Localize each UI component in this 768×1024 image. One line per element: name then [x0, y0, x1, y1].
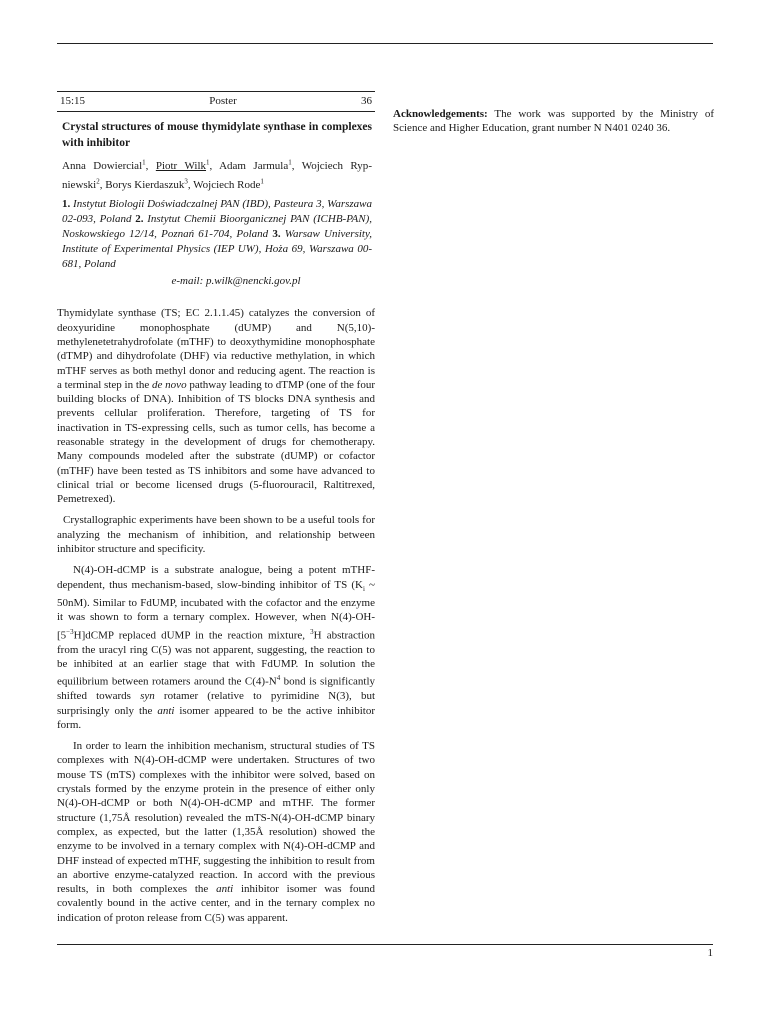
- affiliation-number: 1.: [62, 198, 71, 211]
- acknowledgements-column: [393, 107, 714, 136]
- affiliation-text: Instytut Chemii Bioorganicznej PAN (ICHB-PAN), Noskowskiego 12/14, Poznań 61-704, Poland: [62, 213, 372, 241]
- paragraph-inhibitor: N(4)-OH-dCMP is a substrate analogue, being a potent mTHF-dependent, thus mechanism-based, slow-binding inhibitor of TS ($K_i$ ~ 50nM). Similar to FdUMP, incubated with the cofactor and the enzyme it was shown to form a ternary complex. However, when $N(4)-OH-[5^{-3}H]dCMP$ replaced dUMP in the reaction mixture, $^3$H abstraction from the uracyl ring C(5) was not apparent, suggesting, the reaction to be inhibited at an earlier stage that with FdUMP. In solution the equilibrium between rotamers around the $C(4)-N^4$ bond is significantly shifted towards syn rotamer (relative to pyrimidine N(3), but surprisingly only the anti isomer appeared to be the active inhibitor form.: [57, 564, 376, 731]
- author: Adam Jarmula$^1$,: [219, 158, 302, 172]
- affiliation-text: Warsaw University, Institute of Experimental Physics (IEP UW), Hoża 69, Warszawa 00-681, Poland: [62, 228, 373, 271]
- affiliation-text: Instytut Biologii Doświadczalnej PAN (IBD), Pasteura 3, Warszawa 02-093, Poland: [62, 198, 372, 226]
- author: Wojciech Rode$^1$: [193, 177, 264, 191]
- session-header: [57, 91, 375, 112]
- author: Wojciech Rypniewski$^2$,: [62, 159, 372, 191]
- paragraph-structures: In order to learn the inhibition mechanism, structural studies of TS complexes with N(4)-OH-dCMP were undertaken. Structures of two mouse TS (mTS) complexes with the inhibitor were solved, based on crystals formed by the enzyme protein in the presence of either only N(4)-OH-dCMP or both N(4)-OH-dCMP and mTHF. The former structure (1,75Å resolution) revealed the mTS-N(4)-OH-dCMP binary complex, as expected, but the latter (1,35Å resolution) showed the enzyme to be involved in a ternary complex with N(4)-OH-dCMP and DHF instead of expected mTHF, suggesting the inhibition to result from an abortive enzyme-catalyzed reaction. In accord with the previous results, in both complexes the anti inhibitor isomer was found covalently bound in the active center, and in the ternary complex no indication of proton release from C(5) was apparent.: [57, 740, 375, 924]
- abstract-body: [57, 306, 375, 925]
- paragraph-crystallography: Crystallographic experiments have been shown to be a useful tools for analyzing the mechanism of inhibition, and relationship between inhibitor structure and specificity.: [57, 514, 375, 556]
- abstract-column: [57, 91, 375, 932]
- session-type: Poster: [209, 95, 237, 107]
- acknowledgements-label: Acknowledgements:: [393, 108, 488, 120]
- abstract-number: 36: [361, 95, 372, 107]
- acknowledgements: [393, 107, 714, 136]
- paragraph-intro: Thymidylate synthase (TS; EC 2.1.1.45) catalyzes the conversion of deoxyuridine monophosphate (dUMP) and N(5,10)-methylenetetrahydrofolate (mTHF) to deoxythymidine monophosphate (dTMP) and dihydrofolate (DHF) via reductive methylation, in which mTHF serves as both methyl donor and reducing agent. The reaction is a terminal step in the de novo pathway leading to dTMP (one of the four building blocks of DNA). Inhibition of TS blocks DNA synthesis and prevents cellular proliferation. Therefore, targeting of TS for inactivation in TS-expressing cells, such as tumor cells, has become a reasonable strategy in the development of drugs for chemotherapy. Many compounds modeled after the substrate (dUMP) or cofactor (mTHF) have been tested as TS inhibitors and some have advanced to clinical trial or become licensed drugs (5-fluorouracil, Raltitrexed, Pemetrexed).: [57, 307, 376, 506]
- author: Borys Kierdaszuk$^3$,: [105, 177, 194, 191]
- author: Anna Dowiercial$^1$,: [62, 158, 156, 172]
- page-number: 1: [707, 947, 713, 959]
- bottom-rule: [57, 944, 713, 945]
- author-list: [62, 155, 372, 193]
- affiliation-number: 2.: [135, 213, 144, 226]
- acknowledgements-text: The work was supported by the Ministry of Science and Higher Education, grant number N N401 0240 36.: [393, 108, 714, 135]
- contact-email: e-mail: p.wilk@nencki.gov.pl: [171, 275, 301, 288]
- author-presenter: Piotr Wilk$^1$,: [155, 158, 220, 172]
- abstract-title: Crystal structures of mouse thymidylate synthase in complexes with inhibitor: [62, 121, 372, 149]
- session-time: 15:15: [60, 95, 86, 107]
- top-rule: [57, 43, 713, 44]
- affiliations: [62, 197, 372, 272]
- affiliation-number: 3.: [272, 228, 281, 241]
